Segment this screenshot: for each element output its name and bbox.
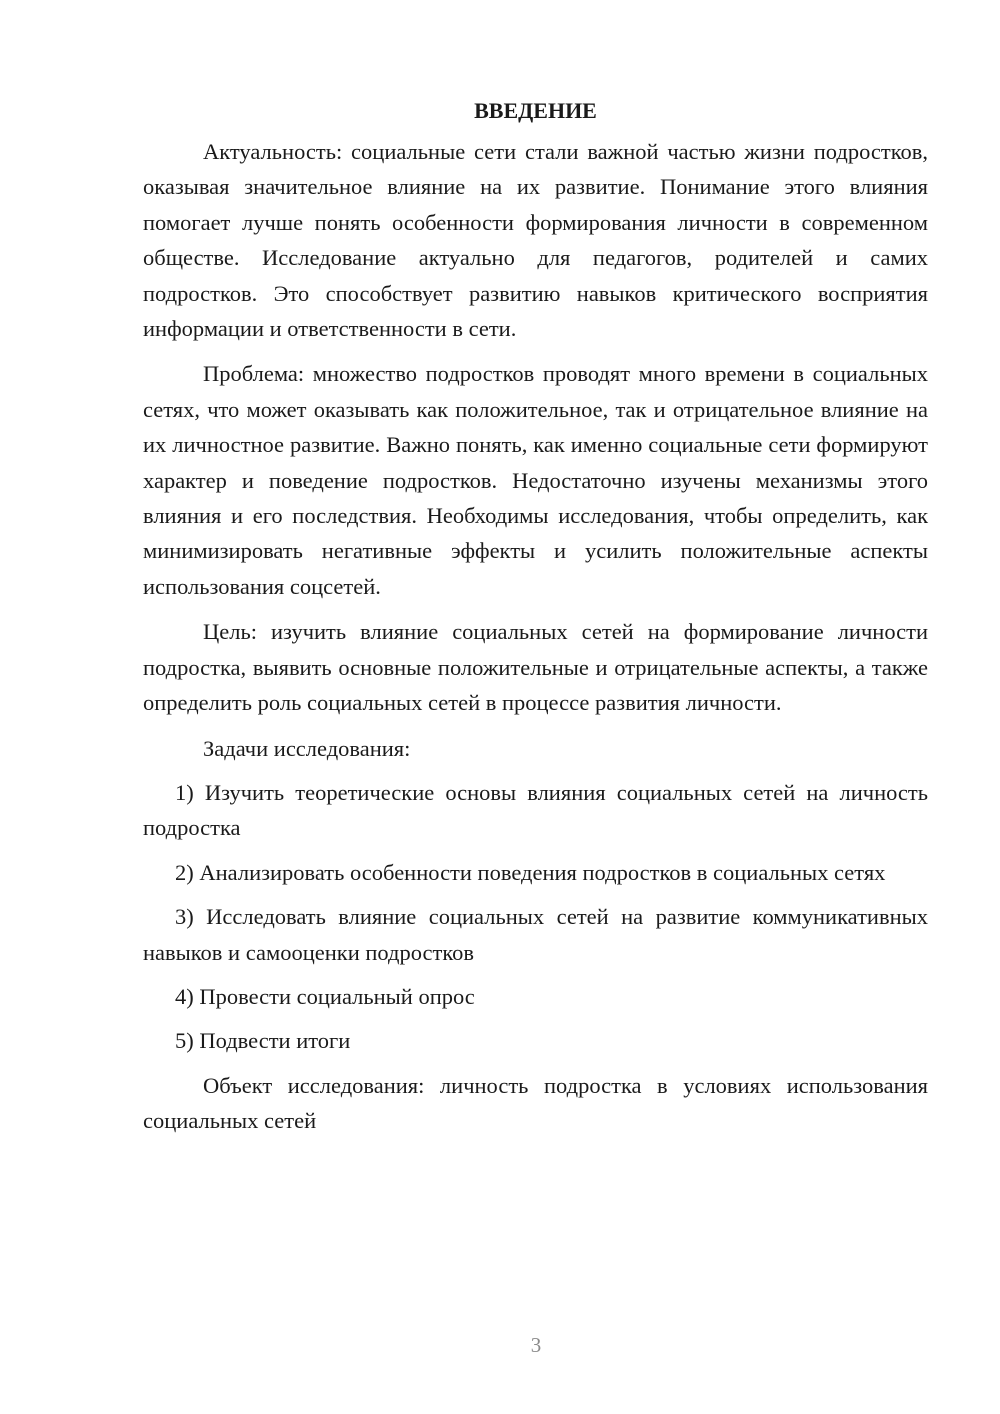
task-item-5: 5) Подвести итоги [175,1028,351,1054]
document-body [143,96,928,1139]
tasks-heading: Задачи исследования: [203,735,411,761]
task-item-2: 2) Анализировать особенности поведения подростков в социальных сетях [175,859,886,885]
paragraph-goal: Цель: изучить влияние социальных сетей на формирование личности подростка, выявить основные положительные и отрицательные аспекты, а также определить роль социальных сетей в процессе развития личности. [143,619,928,716]
paragraph-problem: Проблема: множество подростков проводят много времени в социальных сетях, что может оказывать как положительное, так и отрицательное влияние на их личностное развитие. Важно понять, как именно социальные сети формируют характер и поведение подростков. Недостаточно изучены механизмы этого влияния и его последствия. Необходимы исследования, чтобы определить, как минимизировать негативные эффекты и усилить положительные аспекты использования соцсетей. [143,361,928,599]
task-item-1: 1) Изучить теоретические основы влияния социальных сетей на личность подростка [143,779,928,841]
section-title: ВВЕДЕНИЕ [474,98,597,123]
page-number: 3 [530,1333,542,1357]
task-item-3: 3) Исследовать влияние социальных сетей на развитие коммуникативных навыков и самооценки подростков [143,904,928,965]
task-item-4: 4) Провести социальный опрос [175,983,475,1009]
paragraph-object: Объект исследования: личность подростка в условиях использования социальных сетей [143,1072,928,1134]
paragraph-relevance: Актуальность: социальные сети стали важной частью жизни подростков, оказывая значительное влияние на их развитие. Понимание этого влияния помогает лучше понять особенности формирования личности в современном обществе. Исследование актуально для педагогов, родителей и самих подростков. Это способствует развитию навыков критического восприятия информации и ответственности в сети. [143,139,928,342]
